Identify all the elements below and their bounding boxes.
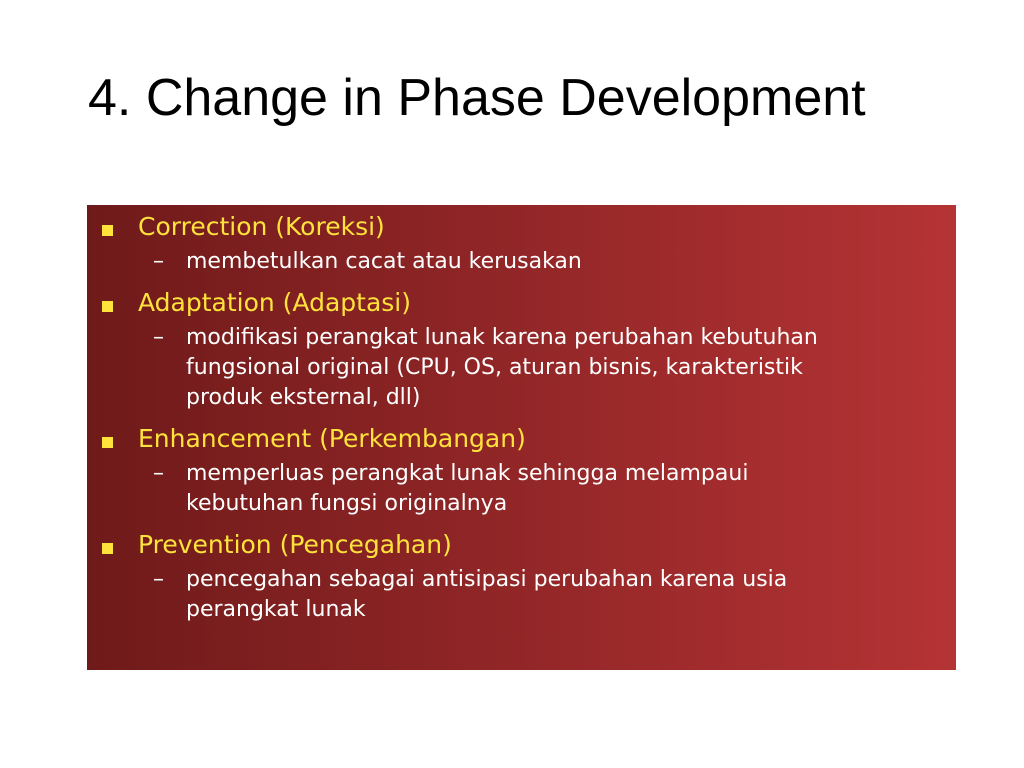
sub-item-correction [87,247,956,277]
square-bullet-icon [102,437,113,448]
sub-item-line: pencegahan sebagai antisipasi perubahan karena usia [186,567,788,592]
bullet-heading: Prevention (Pencegahan) [138,530,452,559]
sub-item-line: fungsional original (CPU, OS, aturan bisnis, karakteristik [186,355,803,380]
sub-item-adaptation [87,323,956,413]
dash-bullet-icon: – [153,567,164,592]
dash-bullet-icon: – [153,461,164,486]
sub-item-line: modifikasi perangkat lunak karena perubahan kebutuhan [186,325,818,350]
square-bullet-icon [102,301,113,312]
slide-title: 4. Change in Phase Development [88,69,866,127]
square-bullet-icon [102,543,113,554]
sub-item-line: perangkat lunak [186,597,366,622]
sub-item-line: memperluas perangkat lunak sehingga melampaui [186,461,749,486]
bullet-heading: Enhancement (Perkembangan) [138,424,526,453]
sub-item-line: produk eksternal, dll) [186,385,421,410]
bullet-item-correction [87,211,956,243]
bullet-item-adaptation [87,287,956,319]
dash-bullet-icon: – [153,249,164,274]
bullet-item-prevention [87,529,956,561]
bullet-item-enhancement [87,423,956,455]
bullet-heading: Correction (Koreksi) [138,212,385,241]
content-box [87,205,956,670]
square-bullet-icon [102,225,113,236]
sub-item-enhancement [87,459,956,519]
sub-item-line: membetulkan cacat atau kerusakan [186,249,582,274]
sub-item-line: kebutuhan fungsi originalnya [186,491,508,516]
bullet-heading: Adaptation (Adaptasi) [138,288,411,317]
dash-bullet-icon: – [153,325,164,350]
sub-item-prevention [87,565,956,625]
